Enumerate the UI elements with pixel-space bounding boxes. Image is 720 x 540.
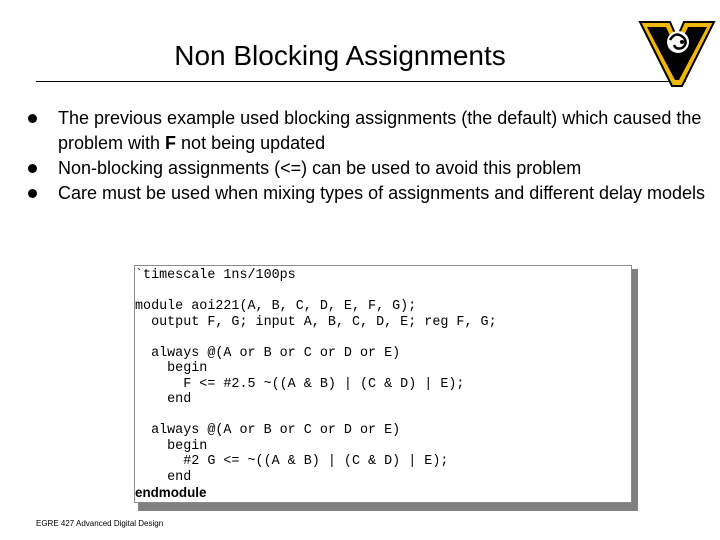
- bullet-text: Care must be used when mixing types of assignments and different delay models: [58, 183, 706, 203]
- code-line: end: [135, 469, 192, 485]
- code-line: F <= #2.5 ~((A & B) | (C & D) | E);: [135, 376, 465, 392]
- bullet-item: [24, 156, 714, 181]
- code-line: always @(A or B or C or D or E): [135, 345, 401, 361]
- slide-footer: EGRE 427 Advanced Digital Design: [36, 519, 164, 528]
- code-line: `timescale 1ns/100ps: [135, 268, 296, 283]
- code-line: begin: [135, 438, 208, 454]
- bullet-item: [24, 181, 714, 206]
- bullet-dot-icon: [28, 189, 37, 198]
- bullet-bold-text: F: [165, 133, 177, 153]
- code-line: module aoi221(A, B, C, D, E, F, G);: [135, 299, 417, 314]
- bullet-list: [24, 106, 714, 206]
- code-line: endmodule: [135, 485, 207, 500]
- code-line: #2 G <= ~((A & B) | (C & D) | E);: [135, 454, 449, 469]
- code-line: output F, G; input A, B, C, D, E; reg F, G;: [135, 314, 497, 330]
- title-divider: [36, 81, 686, 82]
- code-box: [134, 265, 632, 503]
- bullet-text: The previous example used blocking assignments (the default) which caused the problem with: [58, 108, 702, 153]
- code-line: end: [135, 392, 192, 407]
- vcu-logo-icon: [638, 20, 716, 88]
- bullet-text: Non-blocking assignments (<=) can be used to avoid this problem: [58, 158, 582, 178]
- bullet-text-end: not being updated: [176, 133, 326, 153]
- slide-title: Non Blocking Assignments: [174, 40, 506, 71]
- bullet-dot-icon: [28, 164, 37, 173]
- bullet-item: [24, 106, 714, 156]
- code-line: always @(A or B or C or D or E): [135, 423, 401, 438]
- verilog-code: [135, 268, 497, 503]
- bullet-dot-icon: [28, 114, 37, 123]
- code-line: begin: [135, 361, 208, 376]
